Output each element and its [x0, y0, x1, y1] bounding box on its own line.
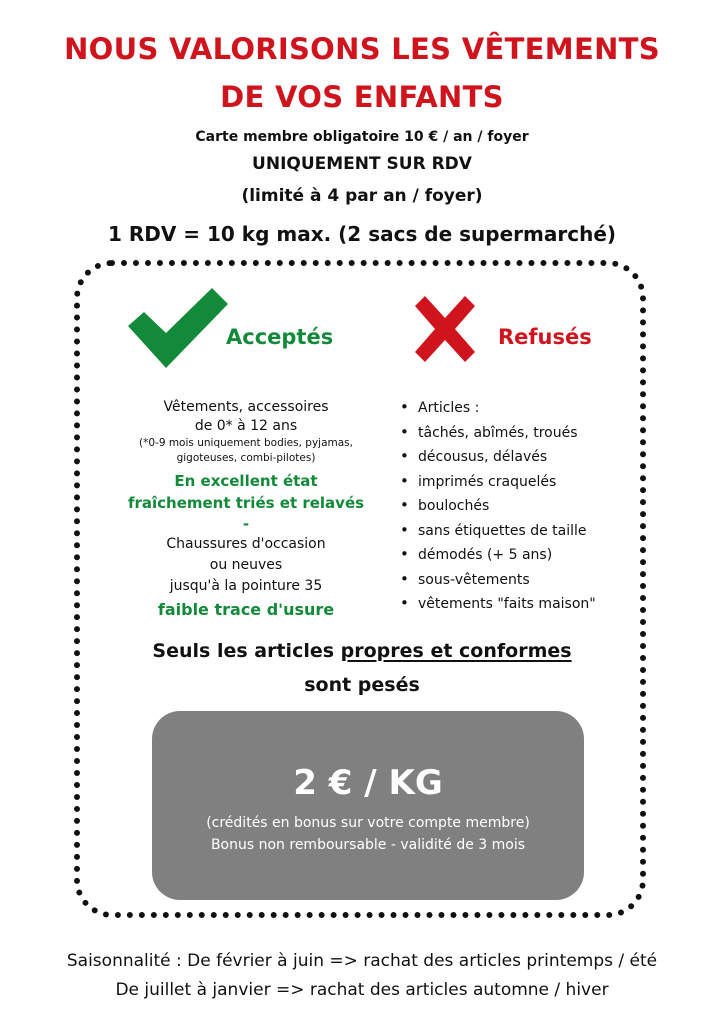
seasonality-line-1: Saisonnalité : De février à juin => rachat des articles printemps / été [66, 951, 658, 971]
refused-list [400, 396, 596, 617]
accepted-list [96, 398, 396, 623]
list-item: • sous-vêtements [400, 568, 596, 593]
price-note: Bonus non remboursable - validité de 3 mois [210, 837, 526, 853]
accepted-shoes: Chaussures d'occasion [166, 536, 326, 552]
accepted-note: gigoteuses, combi-pilotes) [176, 452, 316, 464]
membership-info: Carte membre obligatoire 10 € / an / foyer [195, 129, 529, 145]
appointment-info: UNIQUEMENT SUR RDV [252, 154, 472, 174]
weighed-prefix: Seuls les articles [152, 640, 341, 662]
accepted-line: de 0* à 12 ans [194, 418, 298, 434]
list-item: • démodés (+ 5 ans) [400, 543, 596, 568]
list-item: • imprimés craquelés [400, 470, 596, 495]
accepted-condition: En excellent état [174, 472, 318, 490]
list-item: • vêtements "faits maison" [400, 592, 596, 617]
accepted-note: (*0-9 mois uniquement bodies, pyjamas, [139, 437, 353, 449]
accepted-separator: - [242, 515, 250, 533]
weighed-statement [0, 640, 724, 662]
appointment-limit: (limité à 4 par an / foyer) [241, 186, 483, 206]
list-item: • boulochés [400, 494, 596, 519]
accepted-condition: fraîchement triés et relavés [127, 494, 365, 512]
list-item: • Articles : [400, 396, 596, 421]
accepted-shoes: jusqu'à la pointure 35 [169, 578, 323, 594]
title-line-1: NOUS VALORISONS LES VÊTEMENTS [64, 32, 660, 66]
list-item: • sans étiquettes de taille [400, 519, 596, 544]
check-icon [124, 286, 230, 372]
list-item: • décousus, délavés [400, 445, 596, 470]
accepted-shoes-condition: faible trace d'usure [157, 600, 335, 619]
weight-limit: 1 RDV = 10 kg max. (2 sacs de supermarché) [107, 222, 617, 246]
cross-icon [411, 294, 479, 364]
price-note: (crédités en bonus sur votre compte membre) [206, 815, 530, 831]
accepted-line: Vêtements, accessoires [163, 399, 329, 415]
refused-heading: Refusés [498, 325, 592, 349]
list-item: • tâchés, abîmés, troués [400, 421, 596, 446]
price-box [152, 711, 584, 900]
title-line-2: DE VOS ENFANTS [220, 80, 504, 114]
seasonality-line-2: De juillet à janvier => rachat des articles automne / hiver [115, 980, 609, 1000]
accepted-heading: Acceptés [226, 325, 334, 349]
price-value: 2 € / KG [293, 763, 443, 803]
weighed-statement-line-2: sont pesés [304, 674, 420, 696]
weighed-emphasis: propres et conformes [340, 640, 572, 662]
accepted-shoes: ou neuves [209, 557, 283, 573]
